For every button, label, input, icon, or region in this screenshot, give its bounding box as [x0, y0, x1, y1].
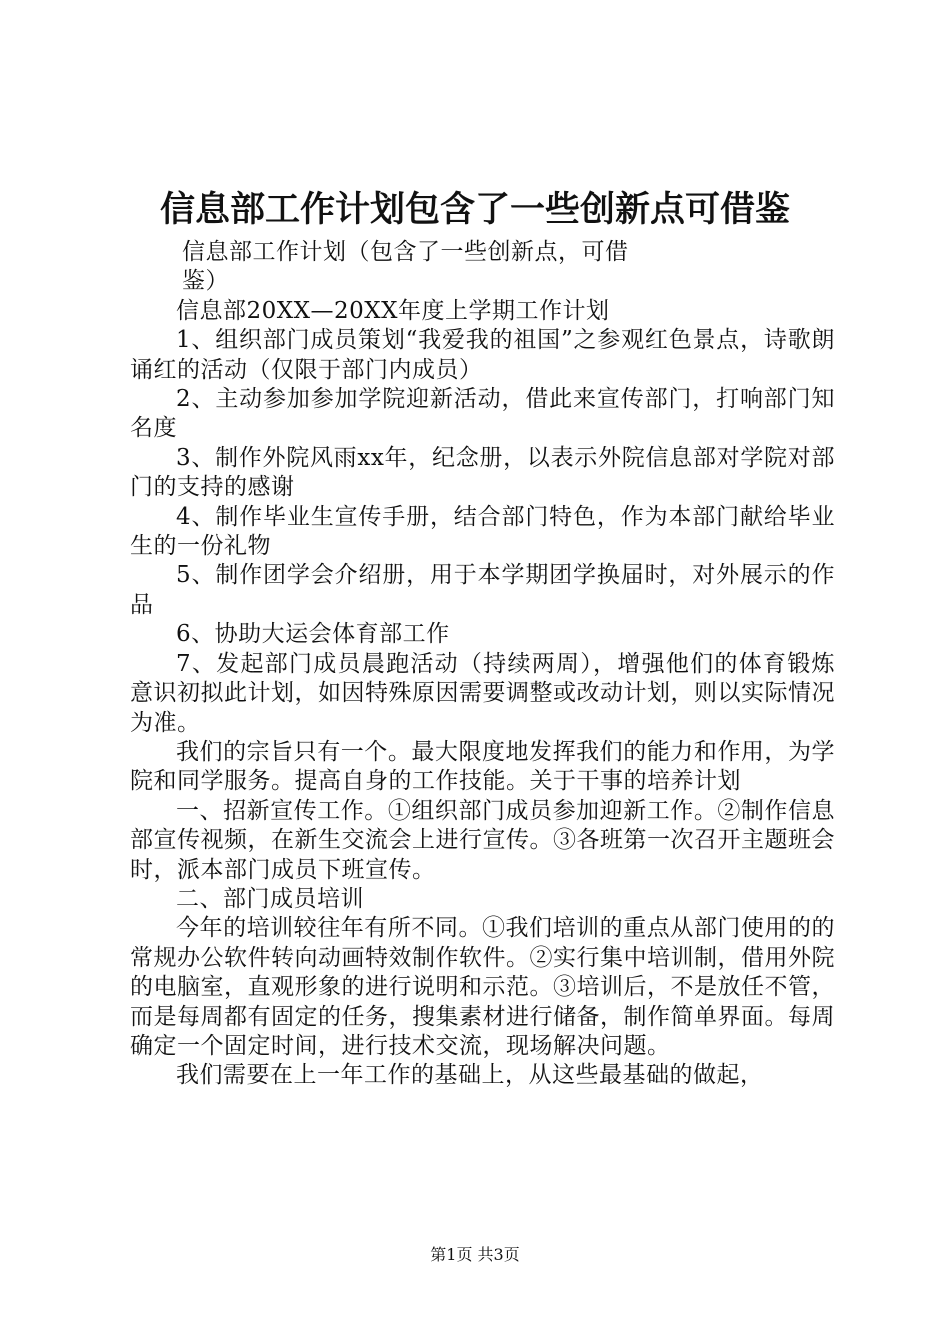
- plan-item-5: 5、制作团学会介绍册，用于本学期团学换届时，对外展示的作品: [130, 562, 835, 618]
- document-title: 信息部工作计划包含了一些创新点可借鉴: [159, 189, 790, 230]
- page-number-footer: 第1页 共3页: [430, 1245, 520, 1264]
- plan-item-7: 7、发起部门成员晨跑活动（持续两周），增强他们的体育锻炼意识初拟此计划，如因特殊原因需要调整或改动计划，则以实际情况为准。: [130, 650, 835, 736]
- subtitle-line-2: 鉴）: [182, 268, 229, 295]
- plan-item-3: 3、制作外院风雨xx年，纪念册，以表示外院信息部对学院对部门的支持的感谢: [130, 444, 835, 501]
- plan-item-2: 2、主动参加参加学院迎新活动，借此来宣传部门，打响部门知名度: [130, 386, 835, 442]
- section-recruitment: 一、招新宣传工作。①组织部门成员参加迎新工作。②制作信息部宣传视频，在新生交流会上进行宣传。③各班第一次召开主题班会时，派本部门成员下班宣传。: [130, 797, 835, 883]
- plan-heading: 信息部20XX—20XX年度上学期工作计划: [176, 297, 610, 324]
- plan-item-4: 4、制作毕业生宣传手册，结合部门特色，作为本部门献给毕业生的一份礼物: [130, 503, 835, 560]
- document-body: [130, 238, 835, 1091]
- plan-item-6: 6、协助大运会体育部工作: [176, 621, 450, 648]
- subtitle-line-1: 信息部工作计划（包含了一些创新点，可借: [182, 239, 629, 265]
- mission-paragraph: 我们的宗旨只有一个。最大限度地发挥我们的能力和作用，为学院和同学服务。提高自身的工作技能。关于干事的培养计划: [130, 738, 835, 795]
- section-training-body: 今年的培训较往年有所不同。①我们培训的重点从部门使用的的常规办公软件转向动画特效制作软件。②实行集中培训制，借用外院的电脑室，直观形象的进行说明和示范。③培训后，不是放任不管，而是每周都有固定的任务，搜集素材进行储备，制作简单界面。每周确定一个固定时间，进行技术交流，现场解决问题。: [130, 915, 835, 1059]
- plan-item-1: 1、组织部门成员策划“我爱我的祖国”之参观红色景点，诗歌朗诵红的活动（仅限于部门内成员）: [130, 327, 835, 383]
- section-training-heading: 二、部门成员培训: [176, 885, 364, 912]
- closing-paragraph: 我们需要在上一年工作的基础上，从这些最基础的做起，: [176, 1062, 764, 1089]
